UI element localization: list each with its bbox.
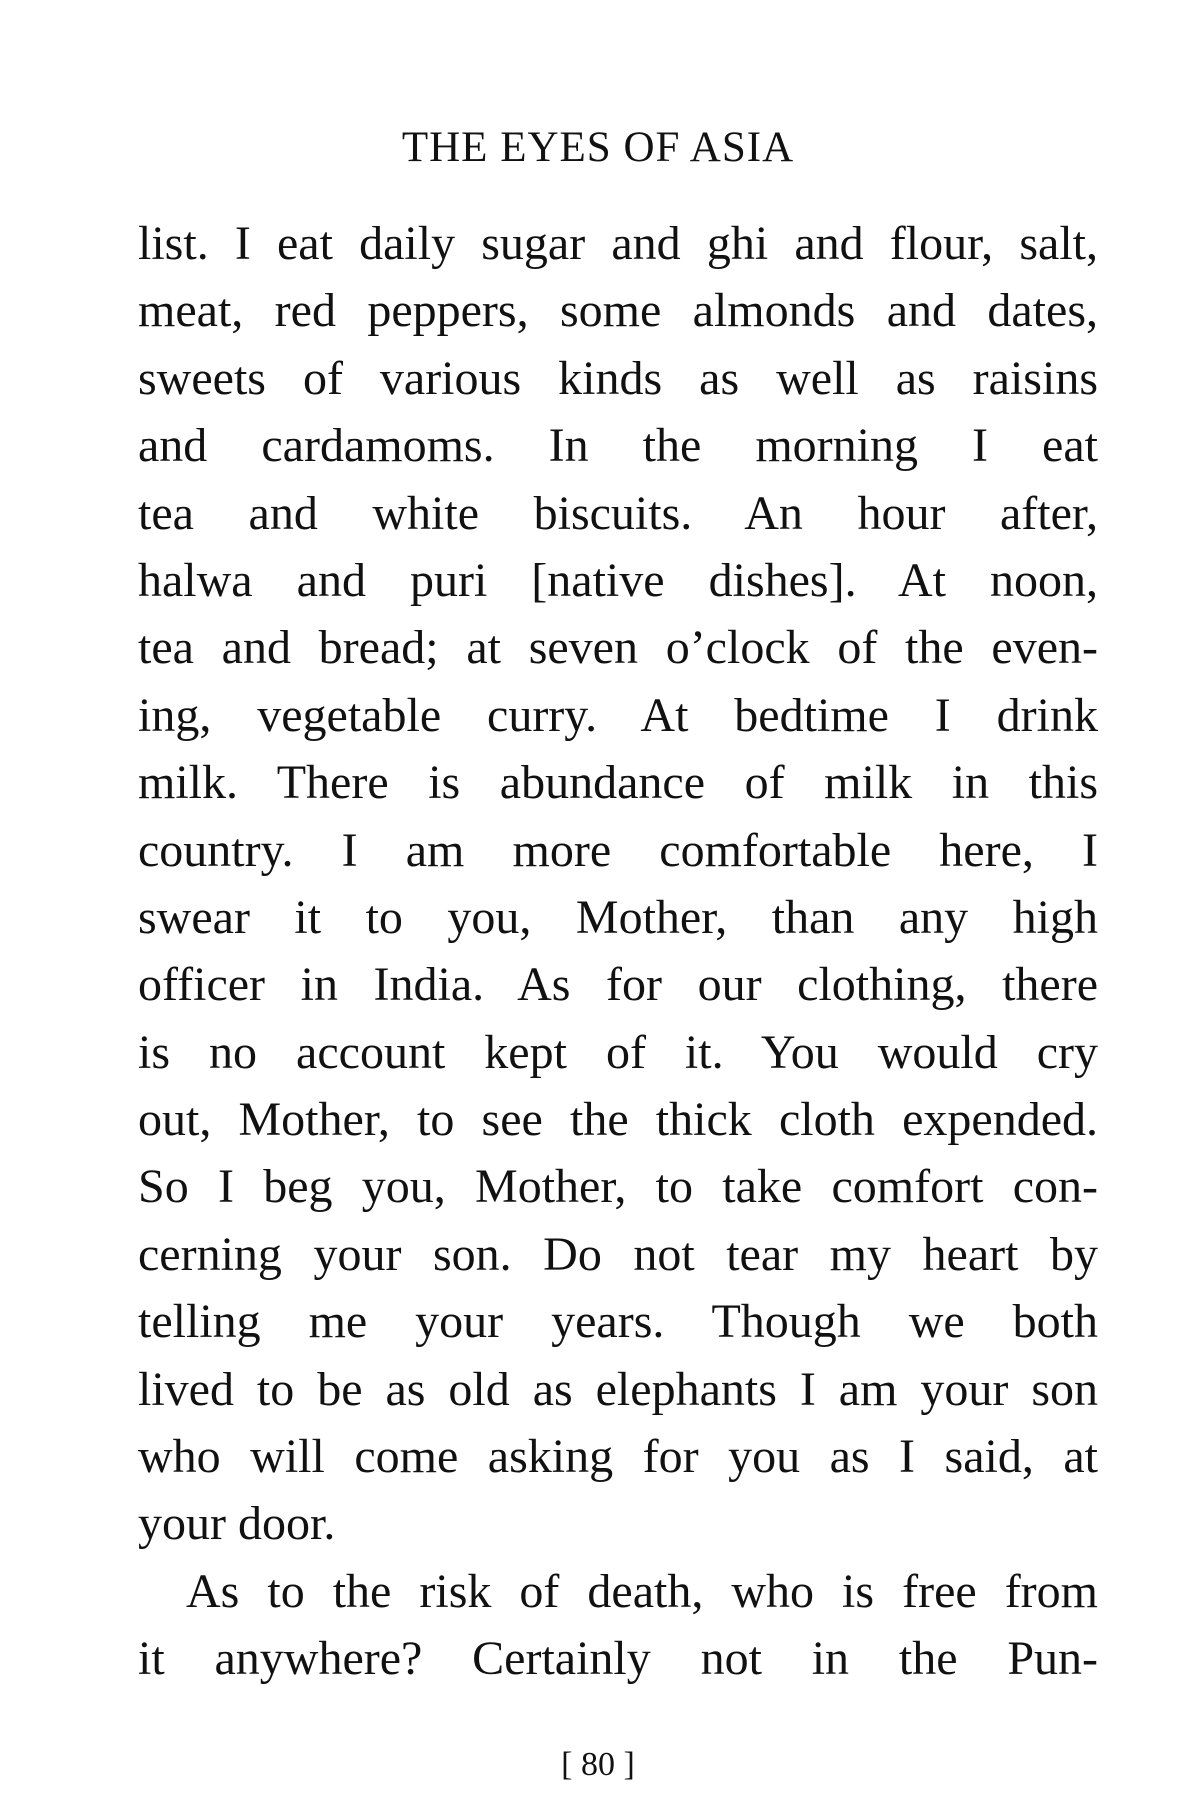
- body-text: [138, 210, 1098, 1693]
- text-line: list. I eat daily sugar and ghi and flour, salt,: [138, 217, 1098, 270]
- text-line: sweets of various kinds as well as raisins: [138, 351, 1098, 405]
- text-line: is no account kept of it. You would cry: [138, 1025, 1098, 1079]
- text-line: and cardamoms. In the morning I eat: [138, 419, 1098, 473]
- text-line: ing, vegetable curry. At bedtime I drink: [138, 688, 1098, 742]
- text-line: cerning your son. Do not tear my heart by: [138, 1227, 1098, 1281]
- text-line: meat, red peppers, some almonds and dates,: [138, 284, 1098, 338]
- text-line: So I beg you, Mother, to take comfort con-: [138, 1160, 1098, 1214]
- text-line: officer in India. As for our clothing, there: [138, 958, 1098, 1012]
- text-line: who will come asking for you as I said, at: [138, 1430, 1098, 1484]
- text-line: telling me your years. Though we both: [138, 1295, 1098, 1349]
- text-line: country. I am more comfortable here, I: [138, 823, 1098, 877]
- text-line: lived to be as old as elephants I am your son: [138, 1362, 1098, 1416]
- page-number: [ 80 ]: [561, 1746, 635, 1783]
- text-line: As to the risk of death, who is free from: [186, 1564, 1098, 1618]
- running-head: THE EYES OF ASIA: [401, 124, 795, 171]
- text-line: it anywhere? Certainly not in the Pun-: [138, 1632, 1098, 1686]
- text-line: milk. There is abundance of milk in this: [138, 756, 1098, 810]
- text-line: your door.: [138, 1497, 336, 1551]
- text-line: tea and bread; at seven o’clock of the even-: [138, 621, 1098, 675]
- text-line: swear it to you, Mother, than any high: [138, 890, 1098, 944]
- text-line: tea and white biscuits. An hour after,: [138, 486, 1098, 540]
- text-line: halwa and puri [native dishes]. At noon,: [138, 553, 1098, 607]
- text-line: out, Mother, to see the thick cloth expended.: [138, 1093, 1098, 1147]
